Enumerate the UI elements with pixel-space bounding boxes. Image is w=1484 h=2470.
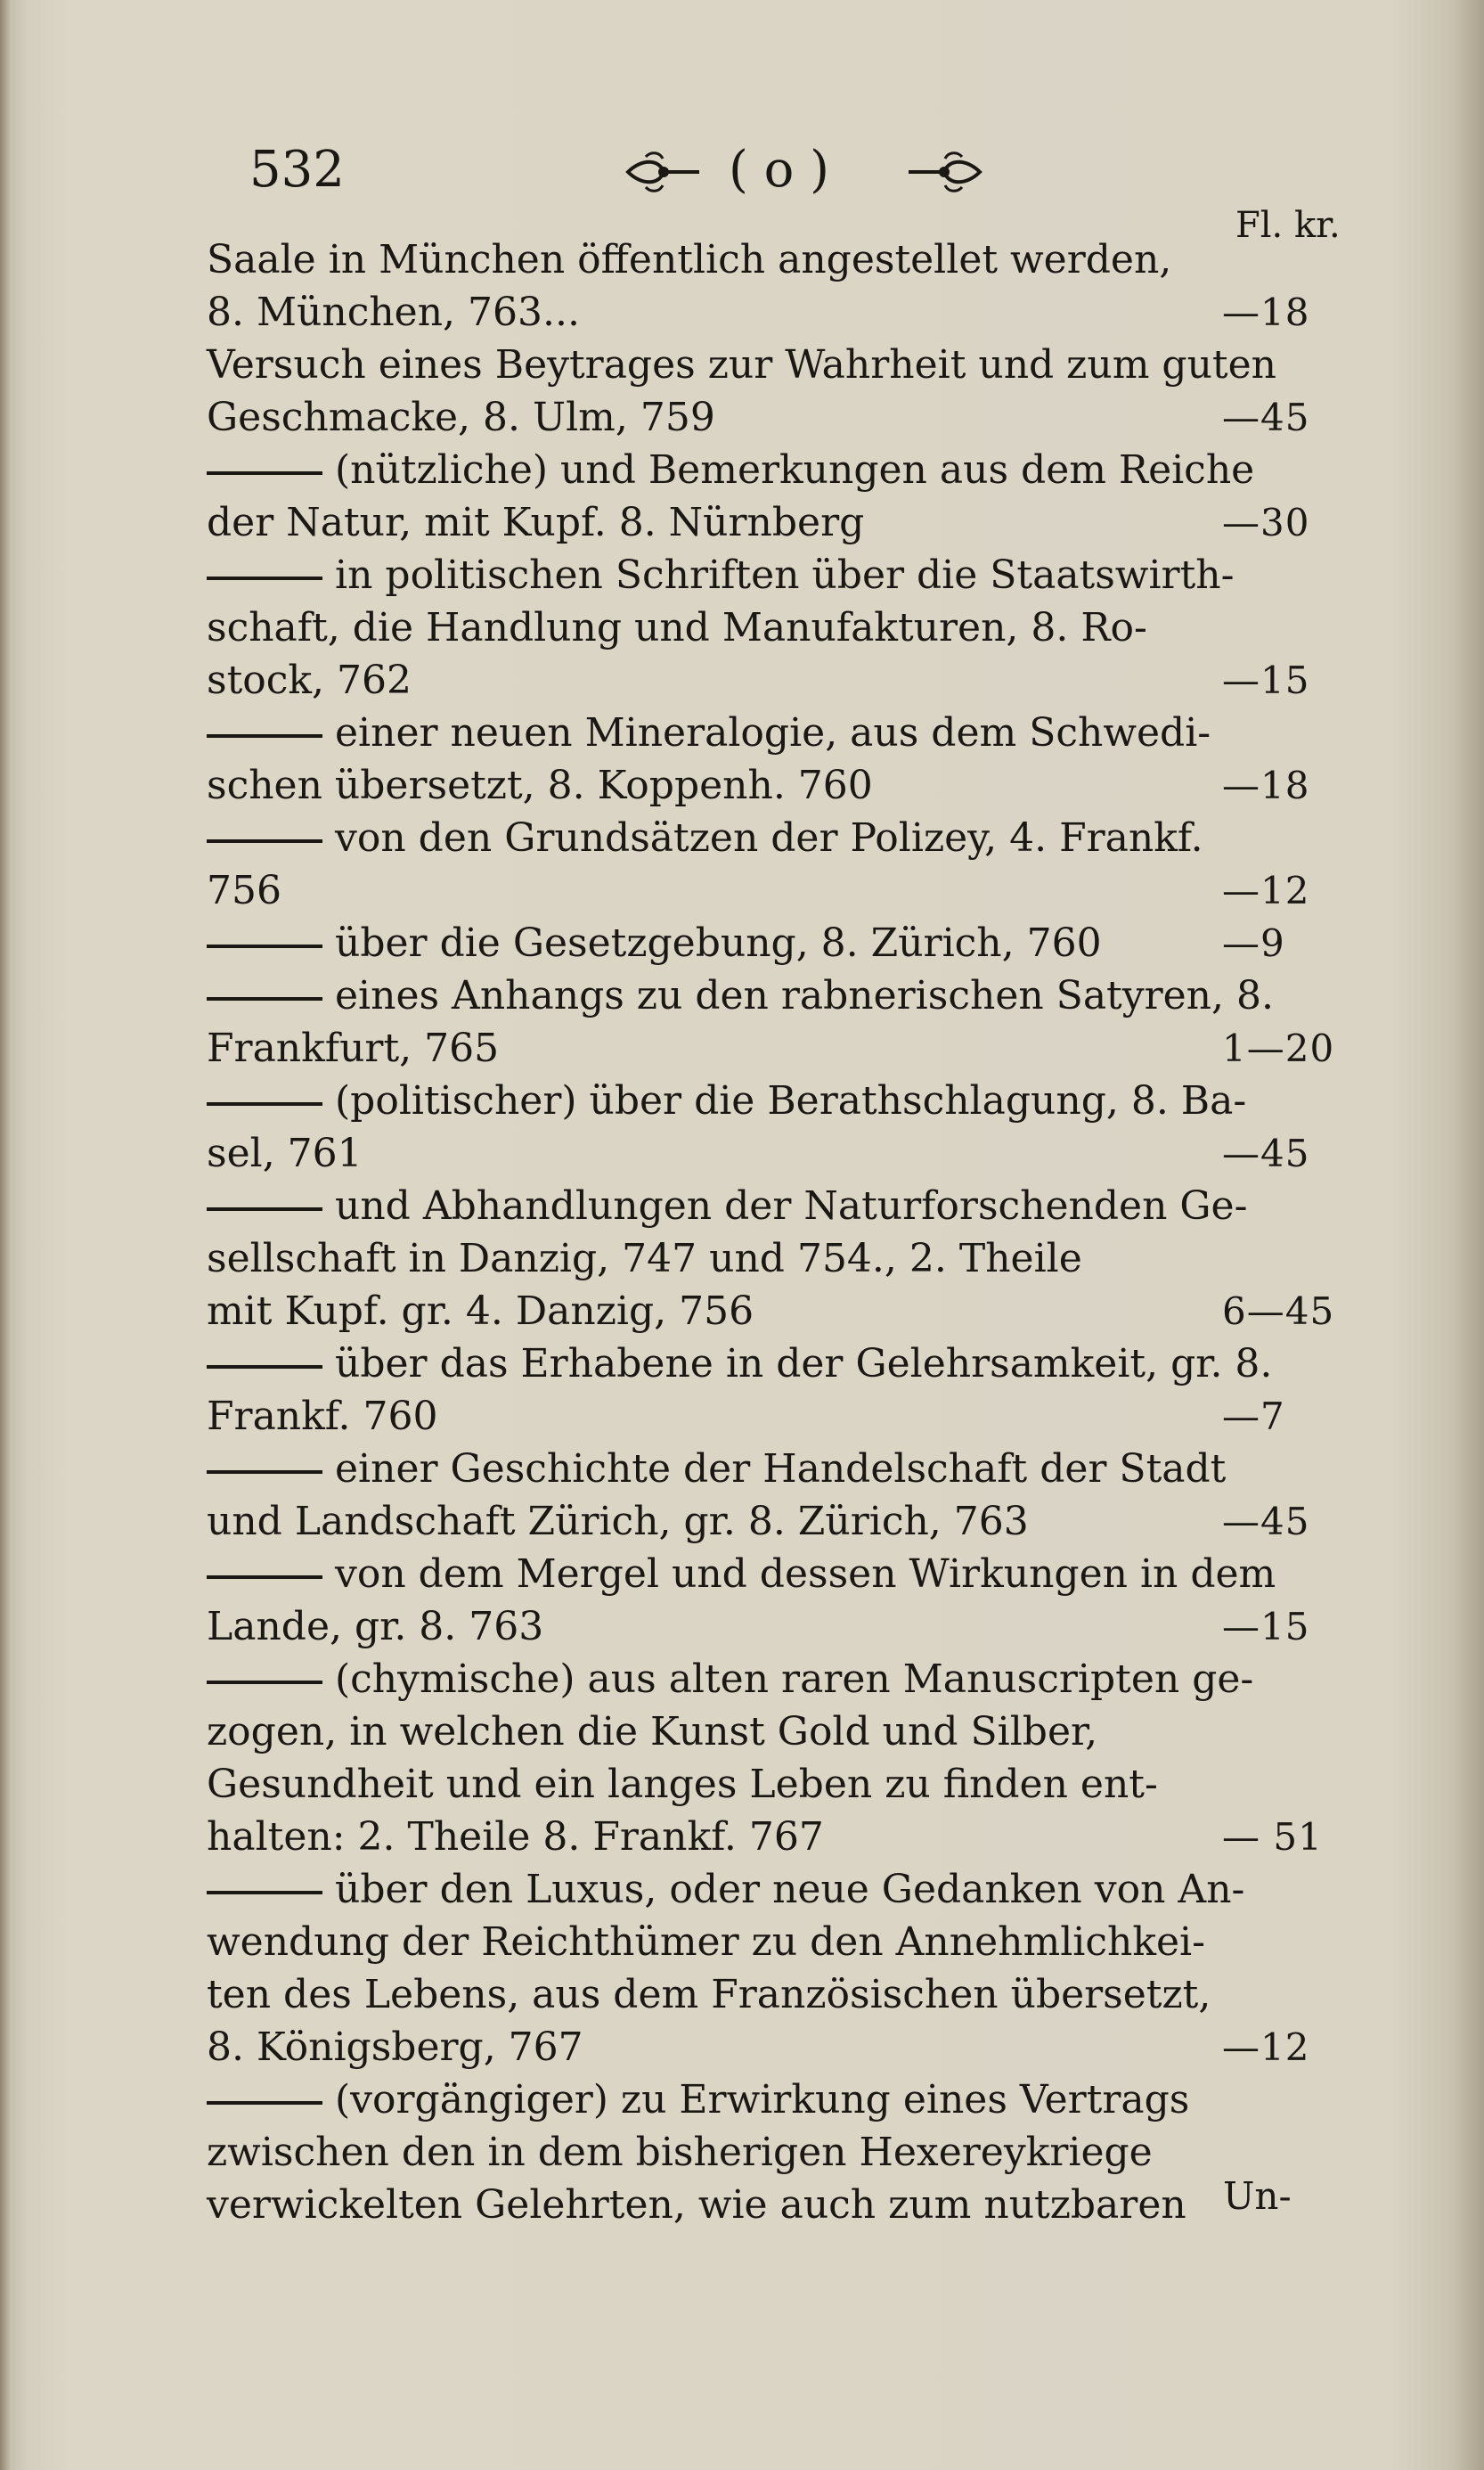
ditto-dash xyxy=(207,734,322,738)
entry-text: zwischen den in dem bisherigen Hexereykriege xyxy=(207,2130,1153,2175)
entry-text: ten des Lebens, aus dem Französischen übersetzt, xyxy=(207,1972,1211,2017)
entry-line xyxy=(207,1127,1365,1180)
catalog-entry xyxy=(207,549,1365,707)
entry-text: von dem Mergel und dessen Wirkungen in dem xyxy=(335,1551,1276,1597)
catalog-entry xyxy=(207,812,1365,917)
entry-line xyxy=(207,391,1365,444)
entry-line xyxy=(207,1705,1365,1758)
entry-line xyxy=(207,2126,1365,2179)
entry-text: Geschmacke, 8. Ulm, 759 xyxy=(207,395,715,440)
entry-line xyxy=(207,444,1365,496)
entry-line xyxy=(207,1548,1365,1600)
entry-text: (chymische) aus alten raren Manuscripten ge- xyxy=(335,1656,1254,1702)
entry-price: — 51 xyxy=(1222,1815,1323,1859)
catalog-entry xyxy=(207,339,1365,444)
entry-text: 8. Königsberg, 767 xyxy=(207,2024,583,2070)
entry-line xyxy=(207,864,1365,917)
catalog-entry xyxy=(207,1863,1365,2073)
entry-text: über das Erhabene in der Gelehrsamkeit, gr. 8. xyxy=(335,1341,1273,1386)
entry-price: —12 xyxy=(1222,869,1310,912)
entry-line xyxy=(207,2073,1365,2126)
ditto-dash xyxy=(207,945,322,948)
ditto-dash xyxy=(207,1207,322,1211)
catalog-entry xyxy=(207,2073,1365,2231)
entry-text: wendung der Reichthümer zu den Annehmlichkei- xyxy=(207,1919,1205,1965)
entry-line xyxy=(207,286,1365,339)
entry-price: —12 xyxy=(1222,2025,1310,2069)
ditto-dash xyxy=(207,1365,322,1369)
entry-text: 8. München, 763... xyxy=(207,290,580,335)
entry-text: der Natur, mit Kupf. 8. Nürnberg xyxy=(207,500,865,545)
entry-text: Frankf. 760 xyxy=(207,1394,438,1439)
entry-line xyxy=(207,1443,1365,1495)
entry-line xyxy=(207,1811,1365,1863)
catalog-entry xyxy=(207,917,1365,969)
entry-line xyxy=(207,812,1365,864)
catalog-entry xyxy=(207,1653,1365,1863)
ditto-dash xyxy=(207,997,322,1001)
header-marker: ( o ) xyxy=(729,141,830,199)
ditto-dash xyxy=(207,577,322,580)
entry-text: schen übersetzt, 8. Koppenh. 760 xyxy=(207,763,873,808)
entry-text: Versuch eines Beytrages zur Wahrheit und zum guten xyxy=(207,342,1276,388)
entry-text: sel, 761 xyxy=(207,1131,363,1176)
entry-price: —18 xyxy=(1222,290,1310,334)
entry-line xyxy=(207,496,1365,549)
entry-text: über den Luxus, oder neue Gedanken von An- xyxy=(335,1867,1245,1912)
entry-line xyxy=(207,707,1365,759)
entry-line xyxy=(207,1180,1365,1232)
entry-text: einer neuen Mineralogie, aus dem Schwedi- xyxy=(335,710,1211,756)
running-header xyxy=(0,134,1484,205)
entry-line xyxy=(207,759,1365,812)
entry-price: —45 xyxy=(1222,396,1310,439)
entry-text: verwickelten Gelehrten, wie auch zum nutzbaren xyxy=(207,2182,1186,2228)
right-ornament-icon xyxy=(904,150,984,194)
entry-line xyxy=(207,969,1365,1022)
entry-price: —18 xyxy=(1222,764,1310,807)
entry-line xyxy=(207,1600,1365,1653)
entry-price: 6—45 xyxy=(1222,1289,1335,1333)
entry-text: (politischer) über die Berathschlagung, 8. Ba- xyxy=(335,1078,1247,1124)
entry-line xyxy=(207,2179,1365,2231)
entry-price: 1—20 xyxy=(1222,1026,1335,1070)
entry-text: Lande, gr. 8. 763 xyxy=(207,1604,544,1649)
entry-text: Frankfurt, 765 xyxy=(207,1026,500,1071)
entry-price: —15 xyxy=(1222,1605,1310,1648)
entry-text: über die Gesetzgebung, 8. Zürich, 760 xyxy=(335,920,1102,966)
entry-text: 756 xyxy=(207,868,281,913)
entry-text: Saale in München öffentlich angestellet werden, xyxy=(207,237,1172,282)
entry-line xyxy=(207,1968,1365,2021)
catalog-entry xyxy=(207,707,1365,812)
entry-line xyxy=(207,233,1365,286)
entry-text: sellschaft in Danzig, 747 und 754., 2. Theile xyxy=(207,1236,1082,1281)
entry-text: Gesundheit und ein langes Leben zu finden ent- xyxy=(207,1762,1158,1807)
entry-line xyxy=(207,339,1365,391)
entry-line xyxy=(207,1337,1365,1390)
entry-text: halten: 2. Theile 8. Frankf. 767 xyxy=(207,1814,824,1860)
catalog-entries xyxy=(207,233,1365,2231)
entry-text: zogen, in welchen die Kunst Gold und Silber, xyxy=(207,1709,1098,1754)
entry-line xyxy=(207,1653,1365,1705)
catalog-entry xyxy=(207,1443,1365,1548)
entry-line xyxy=(207,1863,1365,1916)
entry-text: einer Geschichte der Handelschaft der Stadt xyxy=(335,1446,1227,1492)
entry-text: (vorgängiger) zu Erwirkung eines Vertrags xyxy=(335,2077,1190,2122)
catalog-entry xyxy=(207,1337,1365,1443)
entry-line xyxy=(207,1495,1365,1548)
entry-text: von den Grundsätzen der Polizey, 4. Frankf. xyxy=(335,815,1203,861)
entry-line xyxy=(207,1285,1365,1337)
ditto-dash xyxy=(207,839,322,843)
entry-text: stock, 762 xyxy=(207,658,412,703)
entry-line xyxy=(207,1232,1365,1285)
ditto-dash xyxy=(207,1891,322,1894)
catalog-entry xyxy=(207,1180,1365,1337)
entry-text: in politischen Schriften über die Staatswirth- xyxy=(335,552,1235,598)
catalog-entry xyxy=(207,233,1365,339)
entry-text: und Abhandlungen der Naturforschenden Ge- xyxy=(335,1183,1248,1229)
catalog-entry xyxy=(207,969,1365,1075)
entry-text: (nützliche) und Bemerkungen aus dem Reiche xyxy=(335,447,1255,493)
entry-line xyxy=(207,601,1365,654)
catalog-entry xyxy=(207,1075,1365,1180)
catalog-entry xyxy=(207,1548,1365,1653)
page-binding-edge xyxy=(0,0,11,2470)
ditto-dash xyxy=(207,471,322,475)
left-ornament-icon xyxy=(624,150,704,194)
entry-line xyxy=(207,549,1365,601)
ditto-dash xyxy=(207,1681,322,1684)
catchword: Un- xyxy=(1223,2174,1292,2218)
ditto-dash xyxy=(207,2101,322,2105)
price-column-header: Fl. kr. xyxy=(1235,205,1341,246)
entry-text: schaft, die Handlung und Manufakturen, 8. Ro- xyxy=(207,605,1147,650)
entry-price: —9 xyxy=(1222,921,1285,965)
entry-line xyxy=(207,917,1365,969)
entry-price: —7 xyxy=(1222,1394,1285,1438)
ditto-dash xyxy=(207,1575,322,1579)
entry-text: eines Anhangs zu den rabnerischen Satyren, 8. xyxy=(335,973,1274,1018)
entry-line xyxy=(207,1390,1365,1443)
ditto-dash xyxy=(207,1102,322,1106)
entry-price: —45 xyxy=(1222,1500,1310,1543)
entry-line xyxy=(207,654,1365,707)
entry-line xyxy=(207,2021,1365,2073)
entry-price: —45 xyxy=(1222,1132,1310,1175)
entry-line xyxy=(207,1022,1365,1075)
catalog-entry xyxy=(207,444,1365,549)
entry-text: und Landschaft Zürich, gr. 8. Zürich, 763 xyxy=(207,1499,1029,1544)
entry-line xyxy=(207,1758,1365,1811)
entry-price: —30 xyxy=(1222,501,1310,544)
page-number: 532 xyxy=(249,141,345,199)
entry-line xyxy=(207,1075,1365,1127)
entry-text: mit Kupf. gr. 4. Danzig, 756 xyxy=(207,1288,754,1334)
ditto-dash xyxy=(207,1470,322,1474)
entry-line xyxy=(207,1916,1365,1968)
entry-price: —15 xyxy=(1222,658,1310,702)
